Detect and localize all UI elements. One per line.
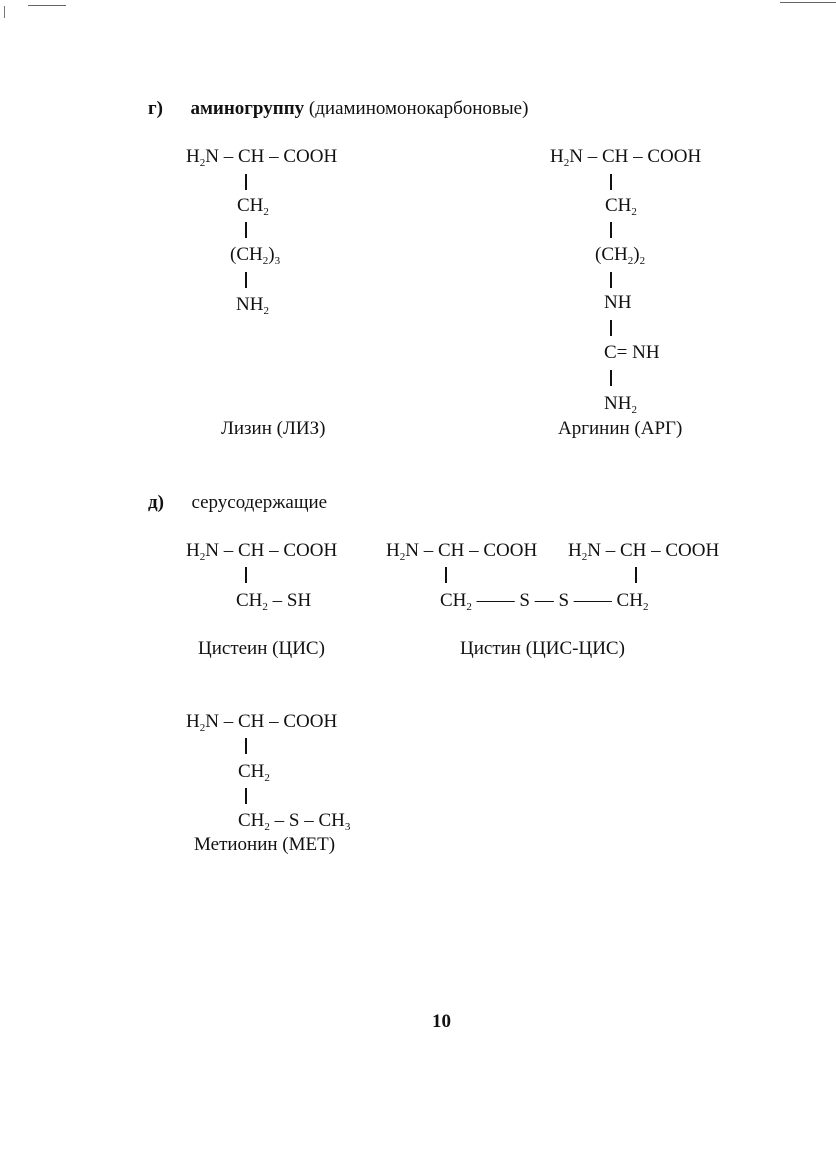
section-g-heading-bold: аминогруппу	[190, 98, 305, 119]
arginine-row-2: $CH_2$	[605, 195, 637, 218]
methionine-row-1: $H_2N$ – CH – COOH	[186, 711, 338, 734]
bond-line	[245, 788, 247, 804]
bond-line	[245, 222, 247, 238]
bond-line	[445, 567, 447, 583]
arginine-row-5: C= NH	[604, 342, 660, 363]
arginine-name: Аргинин (АРГ)	[558, 418, 683, 439]
arginine-row-6: $NH_2$	[604, 393, 637, 416]
bond-line	[635, 567, 637, 583]
lysine-row-1: $H_2N$ – CH – COOH	[186, 146, 338, 169]
bond-line	[245, 174, 247, 190]
lysine-name: Лизин (ЛИЗ)	[221, 418, 326, 439]
bond-line	[245, 272, 247, 288]
bond-line	[610, 320, 612, 336]
cysteine-row-1: $H_2N$ – CH – COOH	[186, 540, 338, 563]
cystine-row-1a: $H_2N$ – CH – COOH	[386, 540, 538, 563]
arginine-row-4: NH	[604, 292, 632, 313]
lysine-row-2: $CH_2$	[237, 195, 269, 218]
methionine-row-3: $CH_2$ – S – $CH_3$	[238, 810, 351, 833]
bond-line	[610, 174, 612, 190]
section-d-heading	[148, 492, 327, 514]
page-number: 10	[432, 1011, 451, 1032]
section-d-heading-text: серусодержащие	[191, 492, 328, 513]
cystine-name: Цистин (ЦИС-ЦИС)	[460, 638, 625, 659]
arginine-row-3: $(CH_2)_2$	[595, 244, 646, 267]
scan-artifact	[780, 2, 836, 3]
section-g-marker: г)	[148, 98, 163, 119]
bond-line	[245, 567, 247, 583]
methionine-name: Метионин (МЕТ)	[194, 834, 336, 855]
section-g-heading-rest: (диаминомонокарбоновые)	[304, 98, 529, 119]
cysteine-name: Цистеин (ЦИС)	[198, 638, 325, 659]
section-g-heading	[148, 98, 528, 120]
cystine-row-1b: $H_2N$ – CH – COOH	[568, 540, 720, 563]
scan-artifact	[28, 5, 66, 6]
bond-line	[245, 738, 247, 754]
cystine-row-2: $CH_2$ —— S — S —— $CH_2$	[440, 590, 649, 613]
bond-line	[610, 222, 612, 238]
cysteine-row-2: $CH_2$ – SH	[236, 590, 312, 613]
section-d-marker: д)	[148, 492, 164, 513]
methionine-row-2: $CH_2$	[238, 761, 270, 784]
bond-line	[610, 272, 612, 288]
bond-line	[610, 370, 612, 386]
scan-artifact	[4, 6, 5, 18]
arginine-row-1: $H_2N$ – CH – COOH	[550, 146, 702, 169]
lysine-row-3: $(CH_2)_3$	[230, 244, 281, 267]
lysine-row-4: $NH_2$	[236, 294, 269, 317]
